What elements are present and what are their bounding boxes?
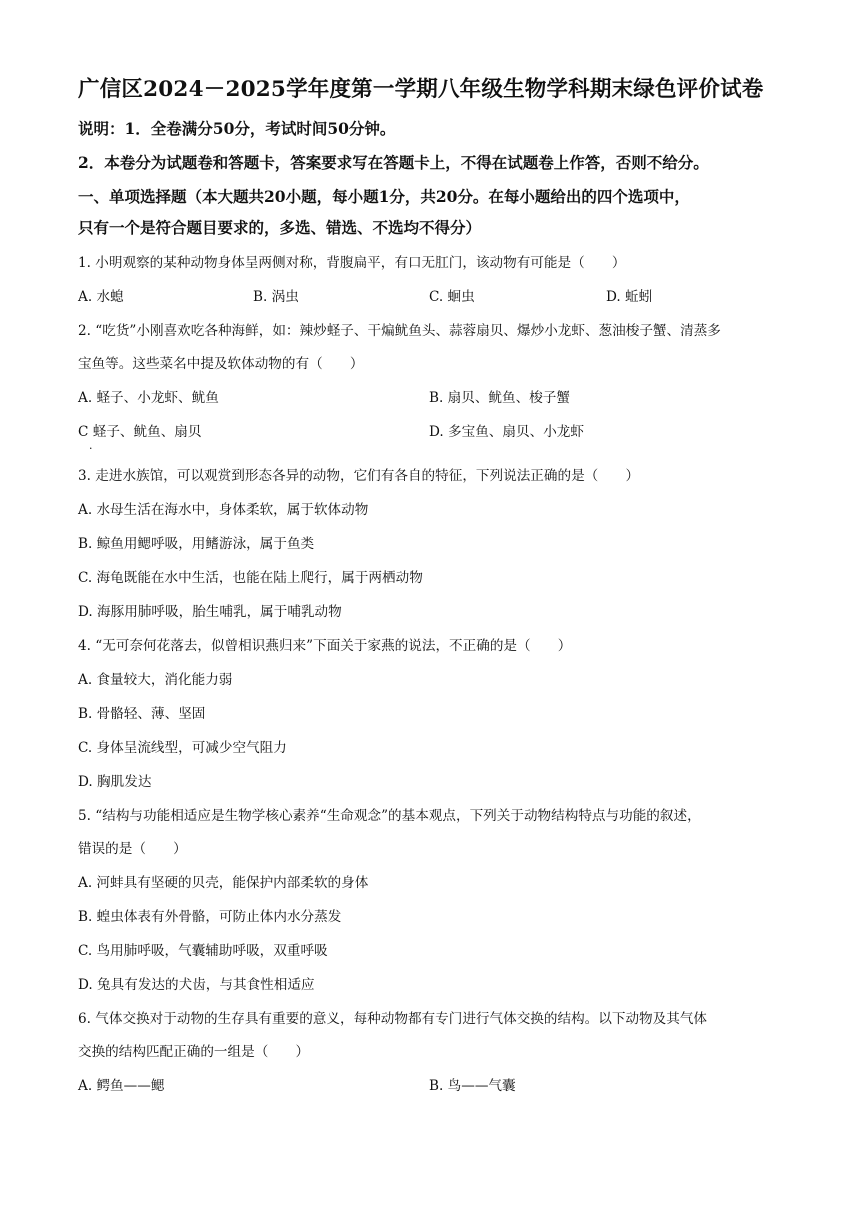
question-4-option-a: A. 食量较大，消化能力弱 (78, 672, 233, 688)
question-1-option-c: C. 蛔虫 (429, 289, 475, 305)
note-line-1: 说明：1．全卷满分50分，考试时间50分钟。 (78, 119, 396, 138)
question-3-option-c: C. 海龟既能在水中生活，也能在陆上爬行，属于两栖动物 (78, 570, 423, 586)
question-6-option-a: A. 鳄鱼——鳃 (78, 1078, 165, 1094)
question-2-option-c: C 蛏子、鱿鱼、扇贝 (78, 424, 202, 440)
question-2-option-a: A. 蛏子、小龙虾、鱿鱼 (78, 390, 219, 406)
question-1-stem: 1. 小明观察的某种动物身体呈两侧对称，背腹扁平，有口无肛门，该动物有可能是（ ） (78, 255, 626, 271)
question-4-option-c: C. 身体呈流线型，可减少空气阻力 (78, 740, 287, 756)
section-heading-line-1: 一、单项选择题（本大题共20小题，每小题1分，共20分。在每小题给出的四个选项中， (78, 187, 690, 206)
question-2-option-d: D. 多宝鱼、扇贝、小龙虾 (429, 424, 584, 440)
question-6-stem-line-1: 6. 气体交换对于动物的生存具有重要的意义，每种动物都有专门进行气体交换的结构。以下动物及其气体 (78, 1011, 708, 1027)
question-1-option-d: D. 蚯蚓 (606, 289, 653, 305)
question-1-option-a: A. 水螅 (78, 289, 124, 305)
question-2-option-c-dot: · (89, 442, 93, 455)
question-4-option-d: D. 胸肌发达 (78, 774, 152, 790)
question-3-option-b: B. 鲸鱼用鳃呼吸，用鳍游泳，属于鱼类 (78, 536, 315, 552)
question-2-stem-line-2: 宝鱼等。这些菜名中提及软体动物的有（ ） (78, 356, 364, 372)
question-5-stem-line-2: 错误的是（ ） (78, 841, 187, 857)
section-heading-line-2: 只有一个是符合题目要求的，多选、错选、不选均不得分） (78, 218, 482, 237)
question-4-option-b: B. 骨骼轻、薄、坚固 (78, 706, 206, 722)
question-5-option-b: B. 蝗虫体表有外骨骼，可防止体内水分蒸发 (78, 909, 342, 925)
question-6-option-b: B. 鸟——气囊 (429, 1078, 516, 1094)
question-5-option-c: C. 鸟用肺呼吸，气囊辅助呼吸，双重呼吸 (78, 943, 328, 959)
question-5-stem-line-1: 5. “结构与功能相适应是生物学核心素养“生命观念”的基本观点，下列关于动物结构特点与功能的叙述， (78, 808, 701, 824)
question-1-option-b: B. 涡虫 (253, 289, 299, 305)
page-title: 广信区2024－2025学年度第一学期八年级生物学科期末绿色评价试卷 (78, 77, 764, 102)
question-2-option-b: B. 扇贝、鱿鱼、梭子蟹 (429, 390, 570, 406)
question-4-stem: 4. “无可奈何花落去，似曾相识燕归来”下面关于家燕的说法，不正确的是（ ） (78, 638, 572, 654)
question-5-option-a: A. 河蚌具有坚硬的贝壳，能保护内部柔软的身体 (78, 875, 369, 891)
question-5-option-d: D. 兔具有发达的犬齿，与其食性相适应 (78, 977, 315, 993)
question-3-stem: 3. 走进水族馆，可以观赏到形态各异的动物，它们有各自的特征，下列说法正确的是（ ） (78, 468, 640, 484)
question-3-option-a: A. 水母生活在海水中，身体柔软，属于软体动物 (78, 502, 369, 518)
question-3-option-d: D. 海豚用肺呼吸，胎生哺乳，属于哺乳动物 (78, 604, 342, 620)
question-6-stem-line-2: 交换的结构匹配正确的一组是（ ） (78, 1044, 310, 1060)
question-2-stem-line-1: 2. “吃货”小刚喜欢吃各种海鲜，如：辣炒蛏子、干煸鱿鱼头、蒜蓉扇贝、爆炒小龙虾、葱油梭子蟹、清蒸多 (78, 323, 721, 339)
note-line-2: 2．本卷分为试题卷和答题卡，答案要求写在答题卡上，不得在试题卷上作答，否则不给分。 (78, 153, 709, 172)
